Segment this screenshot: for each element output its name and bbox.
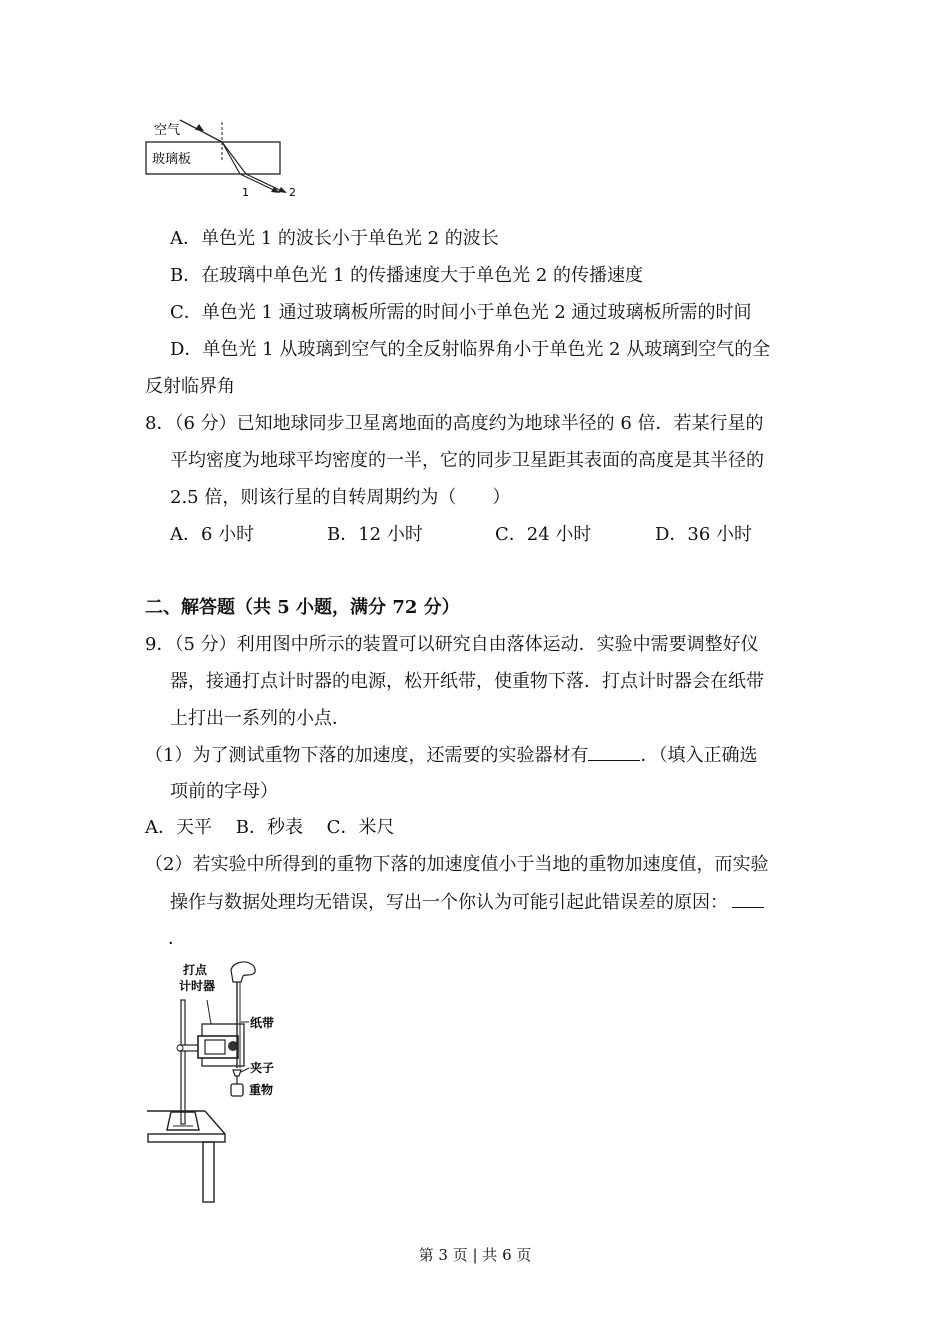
q8-option-d: D．36 小时 <box>655 524 753 545</box>
q7-option-d-line1: D．单色光 1 从玻璃到空气的全反射临界角小于单色光 2 从玻璃到空气的全 <box>170 339 771 360</box>
hand-icon <box>231 962 255 982</box>
page-footer: 第 3 页 | 共 6 页 <box>418 1246 532 1264</box>
ray-1 <box>222 142 240 174</box>
q8-option-c: C．24 小时 <box>495 524 592 545</box>
incident-ray <box>180 120 222 142</box>
clip <box>233 1070 241 1076</box>
table-top-front <box>148 1134 225 1142</box>
ray-2 <box>222 142 246 174</box>
ray-2-label: 2 <box>289 186 296 199</box>
q7-option-a: A．单色光 1 的波长小于单色光 2 的波长 <box>170 228 499 249</box>
ray-2-arrow-icon <box>278 187 287 193</box>
timer-leader <box>207 1000 211 1024</box>
table-top-edge <box>205 1111 225 1134</box>
glass-label: 玻璃板 <box>152 152 192 167</box>
timer-label-1: 打点 <box>183 963 208 977</box>
q8-option-a: A．6 小时 <box>170 524 255 545</box>
q9-part2-line3: ． <box>168 928 186 949</box>
ray-1-label: 1 <box>242 186 249 199</box>
answer-blank-2[interactable] <box>732 891 764 908</box>
q9-part2-line1: （2）若实验中所得到的重物下落的加速度值小于当地的重物加速度值，而实验 <box>145 854 769 875</box>
q7-option-c: C．单色光 1 通过玻璃板所需的时间小于单色光 2 通过玻璃板所需的时间 <box>170 302 752 323</box>
answer-blank-1[interactable] <box>588 744 640 761</box>
weight-label: 重物 <box>249 1083 274 1097</box>
air-label: 空气 <box>154 123 181 138</box>
q9-line3: 上打出一系列的小点． <box>170 708 350 729</box>
tape-label: 纸带 <box>250 1016 275 1030</box>
q9-part1-options: A．天平 B．秒表 C．米尺 <box>145 817 395 838</box>
q8-option-b: B．12 小时 <box>327 524 423 545</box>
q9-part1-text-a: （1）为了测试重物下落的加速度，还需要的实验器材有 <box>145 745 589 766</box>
q8-line2: 平均密度为地球平均密度的一半，它的同步卫星距其表面的高度是其半径的 <box>170 450 764 471</box>
table-leg <box>203 1142 214 1202</box>
refraction-figure <box>140 110 310 202</box>
q8-line1: 8．（6 分）已知地球同步卫星离地面的高度约为地球半径的 6 倍．若某行星的 <box>145 413 764 434</box>
stand-rod <box>181 1000 185 1124</box>
q9-part2-text: 操作与数据处理均无错误，写出一个你认为可能引起此错误差的原因： <box>170 892 728 913</box>
section-heading: 二、解答题（共 5 小题，满分 72 分） <box>145 597 460 618</box>
timer-inner <box>205 1040 225 1054</box>
clip-leader <box>241 1068 249 1072</box>
timer-label-2: 计时器 <box>179 979 216 993</box>
incident-arrow-icon <box>195 124 204 131</box>
apparatus-figure <box>145 960 285 1205</box>
stand-base <box>167 1112 199 1130</box>
ray-2-exit <box>246 174 284 192</box>
q9-part1-line1 <box>145 744 757 767</box>
weight <box>231 1084 243 1096</box>
clip-label: 夹子 <box>250 1061 275 1075</box>
q9-part1-text-b: ．（填入正确选 <box>640 745 758 766</box>
q7-option-b: B．在玻璃中单色光 1 的传播速度大于单色光 2 的传播速度 <box>170 265 644 286</box>
clamp-knob <box>177 1045 183 1051</box>
q7-option-d-line2: 反射临界角 <box>145 376 235 397</box>
q9-line1: 9．（5 分）利用图中所示的装置可以研究自由落体运动．实验中需要调整好仪 <box>145 634 759 655</box>
q9-part1-line2: 项前的字母） <box>170 781 278 802</box>
q9-part2-line2 <box>170 891 764 914</box>
q9-line2: 器，接通打点计时器的电源，松开纸带，使重物下落．打点计时器会在纸带 <box>170 671 764 692</box>
q8-line3: 2.5 倍，则该行星的自转周期约为（ ） <box>170 487 511 508</box>
